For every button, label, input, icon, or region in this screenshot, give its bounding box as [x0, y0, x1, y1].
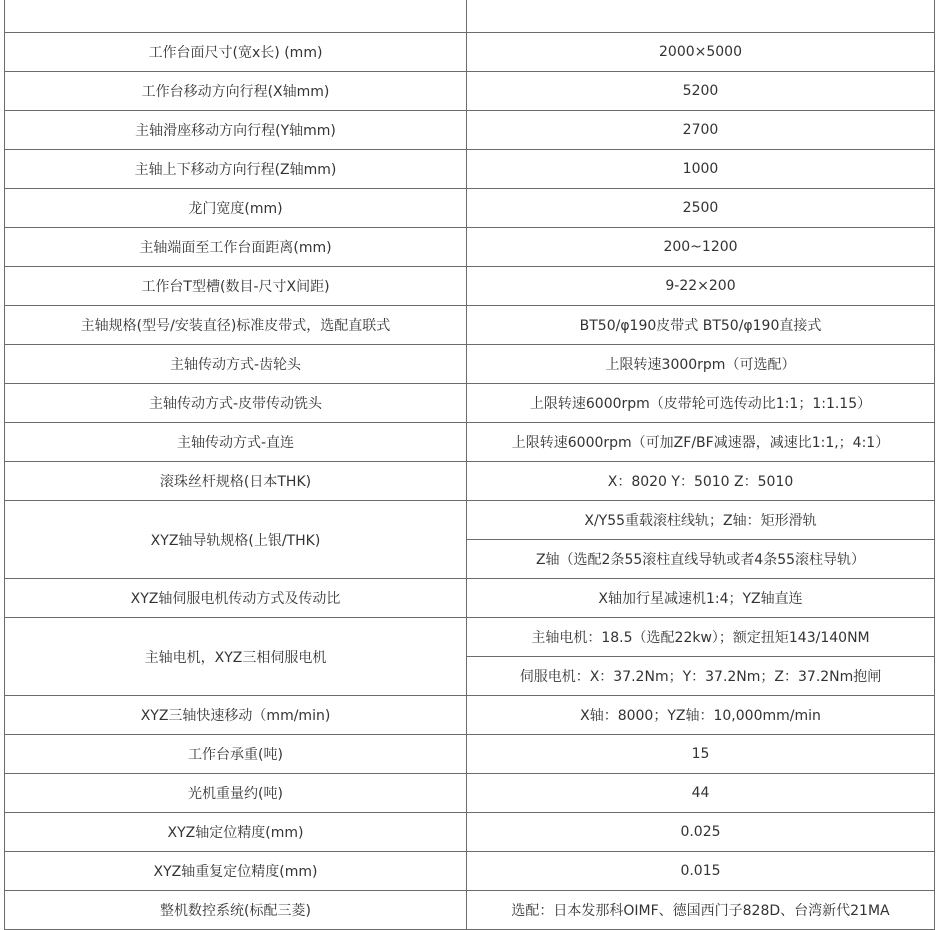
spec-value-cell: X轴：8000；YZ轴：10,000mm/min — [467, 696, 935, 735]
spec-label-cell: 主轴规格(型号/安装直径)标准皮带式，选配直联式 — [5, 306, 467, 345]
spec-value-cell: X：8020 Y：5010 Z：5010 — [467, 462, 935, 501]
spec-label-cell: 工作台面尺寸(宽x长) (mm) — [5, 33, 467, 72]
table-row — [5, 228, 935, 267]
table-row — [5, 150, 935, 189]
spec-table — [4, 0, 935, 930]
spec-value-cell: 选配：日本发那科OIMF、德国西门子828D、台湾新代21MA — [467, 891, 935, 930]
spec-value-cell: Z轴（选配2条55滚柱直线导轨或者4条55滚柱导轨） — [467, 540, 935, 579]
spec-value-cell: 0.025 — [467, 813, 935, 852]
table-row — [5, 852, 935, 891]
spec-label-cell: 主轴滑座移动方向行程(Y轴mm) — [5, 111, 467, 150]
table-row — [5, 501, 935, 540]
spec-label-cell: XYZ轴重复定位精度(mm) — [5, 852, 467, 891]
spec-label-cell: XYZ三轴快速移动（mm/min) — [5, 696, 467, 735]
table-row — [5, 267, 935, 306]
spec-value-cell: 上限转速6000rpm（皮带轮可选传动比1:1；1:1.15） — [467, 384, 935, 423]
spec-label-cell: 整机数控系统(标配三菱) — [5, 891, 467, 930]
spec-value-cell: 5200 — [467, 72, 935, 111]
spec-label-cell: 滚珠丝杆规格(日本THK) — [5, 462, 467, 501]
spec-label-cell: 主轴传动方式-皮带传动铣头 — [5, 384, 467, 423]
table-row — [5, 306, 935, 345]
spec-value-cell: 44 — [467, 774, 935, 813]
spec-value-cell: 0.015 — [467, 852, 935, 891]
table-row — [5, 72, 935, 111]
table-row — [5, 0, 935, 33]
spec-label-cell: 主轴传动方式-直连 — [5, 423, 467, 462]
spec-label-cell — [5, 0, 467, 33]
spec-value-cell: 9-22×200 — [467, 267, 935, 306]
spec-label-cell: 主轴上下移动方向行程(Z轴mm) — [5, 150, 467, 189]
table-row — [5, 696, 935, 735]
spec-value-cell: 200~1200 — [467, 228, 935, 267]
table-row — [5, 579, 935, 618]
spec-label-cell: XYZ轴定位精度(mm) — [5, 813, 467, 852]
spec-value-cell: 2700 — [467, 111, 935, 150]
table-row — [5, 891, 935, 930]
spec-value-cell: X/Y55重载滚柱线轨；Z轴：矩形滑轨 — [467, 501, 935, 540]
spec-value-cell: 主轴电机：18.5（选配22kw）；额定扭矩143/140NM — [467, 618, 935, 657]
spec-label-cell: 工作台T型槽(数目-尺寸X间距) — [5, 267, 467, 306]
table-row — [5, 111, 935, 150]
spec-value-cell — [467, 0, 935, 33]
spec-label-cell: 工作台承重(吨) — [5, 735, 467, 774]
spec-value-cell: 2500 — [467, 189, 935, 228]
table-row — [5, 462, 935, 501]
table-row — [5, 384, 935, 423]
table-row — [5, 345, 935, 384]
spec-label-cell: 主轴端面至工作台面距离(mm) — [5, 228, 467, 267]
spec-label-cell: 工作台移动方向行程(X轴mm) — [5, 72, 467, 111]
spec-label-cell: 光机重量约(吨) — [5, 774, 467, 813]
spec-table-body — [5, 0, 935, 930]
table-row — [5, 423, 935, 462]
spec-label-cell: 龙门宽度(mm) — [5, 189, 467, 228]
spec-label-cell: XYZ轴导轨规格(上银/THK) — [5, 501, 467, 579]
spec-value-cell: 上限转速3000rpm（可选配） — [467, 345, 935, 384]
table-row — [5, 813, 935, 852]
spec-value-cell: 1000 — [467, 150, 935, 189]
spec-value-cell: 15 — [467, 735, 935, 774]
spec-value-cell: X轴加行星减速机1:4；YZ轴直连 — [467, 579, 935, 618]
table-row — [5, 189, 935, 228]
spec-value-cell: 伺服电机：X：37.2Nm；Y：37.2Nm；Z：37.2Nm抱闸 — [467, 657, 935, 696]
spec-value-cell: 2000×5000 — [467, 33, 935, 72]
table-row — [5, 774, 935, 813]
spec-value-cell: 上限转速6000rpm（可加ZF/BF减速器，减速比1:1,；4:1） — [467, 423, 935, 462]
spec-value-cell: BT50/φ190皮带式 BT50/φ190直接式 — [467, 306, 935, 345]
spec-label-cell: XYZ轴伺服电机传动方式及传动比 — [5, 579, 467, 618]
spec-label-cell: 主轴电机，XYZ三相伺服电机 — [5, 618, 467, 696]
spec-label-cell: 主轴传动方式-齿轮头 — [5, 345, 467, 384]
table-row — [5, 33, 935, 72]
table-row — [5, 618, 935, 657]
table-row — [5, 735, 935, 774]
